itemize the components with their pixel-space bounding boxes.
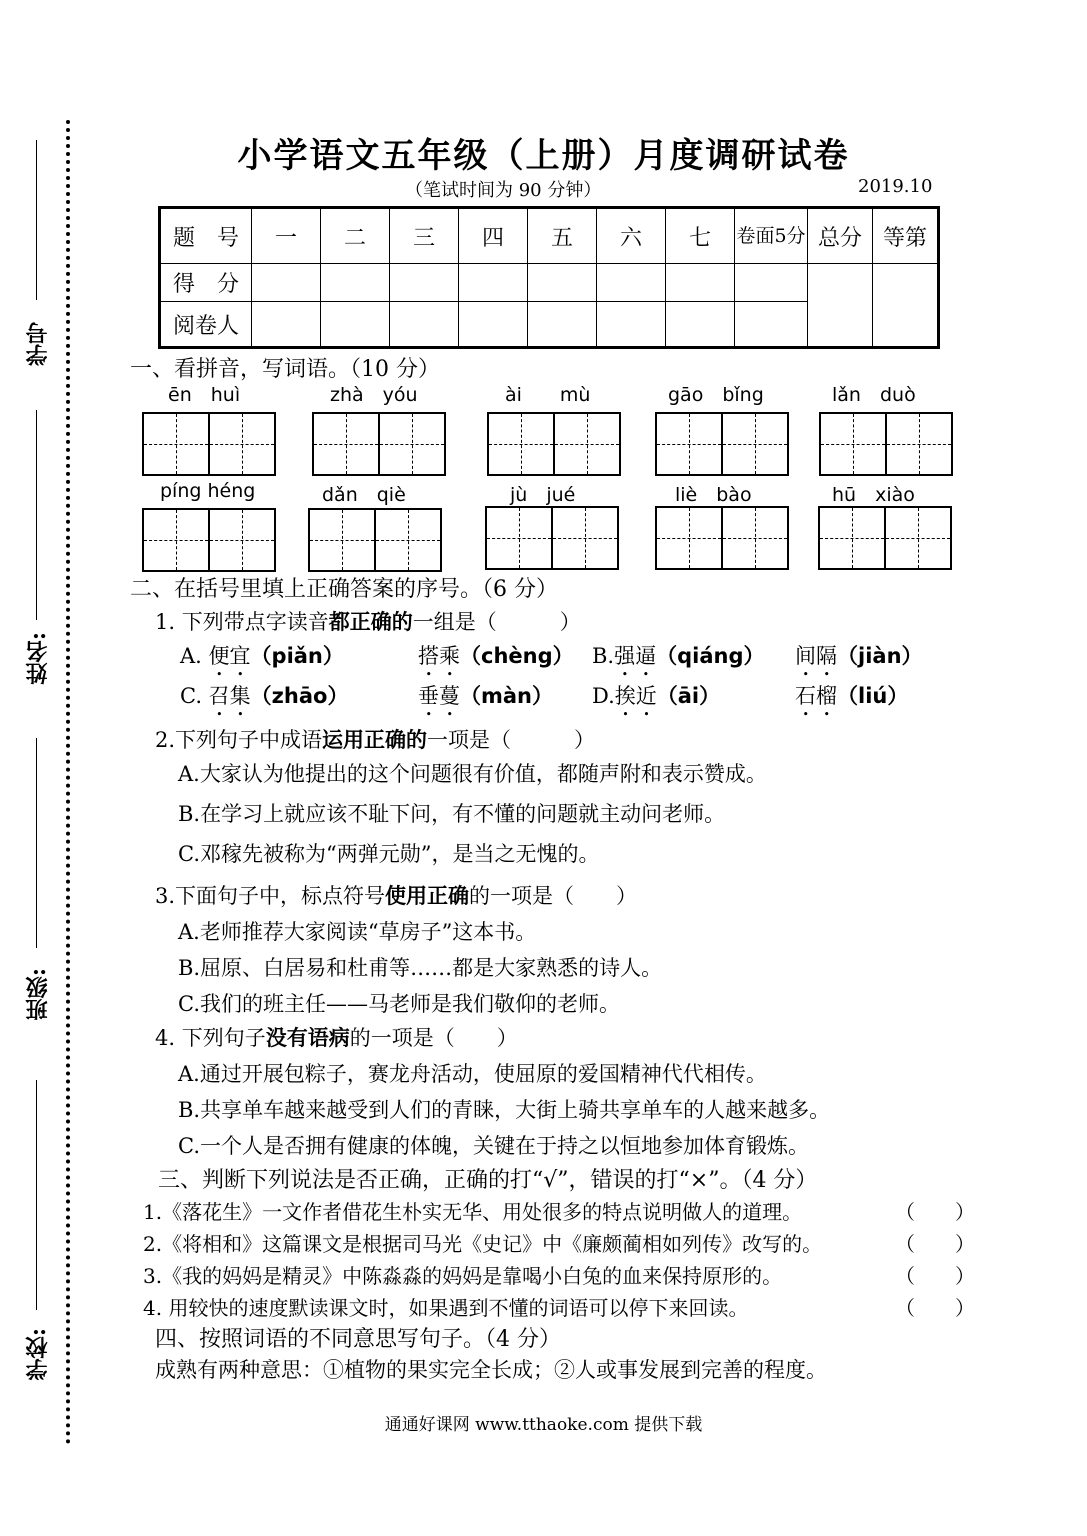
score-cell[interactable] — [597, 264, 666, 302]
score-header-cell: 二 — [321, 208, 390, 264]
grade-cell[interactable] — [873, 264, 939, 348]
writing-grid[interactable] — [142, 412, 276, 476]
score-header-cell: 六 — [597, 208, 666, 264]
score-cell[interactable] — [321, 264, 390, 302]
pinyin-label: gāo bǐng — [668, 384, 764, 406]
student-id-label: 学号 — [25, 322, 51, 366]
class-line — [36, 738, 37, 948]
score-header-cell: 七 — [666, 208, 735, 264]
section4-prompt: 成熟有两种意思：①植物的果实完全长成；②人或事发展到完善的程度。 — [155, 1358, 827, 1382]
score-cell[interactable] — [390, 264, 459, 302]
q3-stem: 3.下面句子中，标点符号使用正确的一项是（ ） — [155, 883, 638, 908]
score-row-label: 得 分 — [160, 264, 252, 302]
q1-option-a: A. 便宜（piǎn） — [180, 644, 344, 668]
grader-cell[interactable] — [597, 302, 666, 348]
q2-option-c: C.邓稼先被称为“两弹元勋”，是当之无愧的。 — [178, 842, 600, 866]
q4-option-c: C.一个人是否拥有健康的体魄，关键在于持之以恒地参加体育锻炼。 — [178, 1134, 809, 1158]
binding-dotted-line — [66, 120, 70, 1445]
score-cell[interactable] — [528, 264, 597, 302]
score-header-cell: 等第 — [873, 208, 939, 264]
pinyin-label: lǎn duò — [832, 384, 916, 406]
writing-grid[interactable] — [655, 506, 789, 570]
judge-bracket[interactable]: （ ） — [895, 1296, 975, 1320]
class-label: 班级: — [25, 968, 51, 1021]
grader-cell[interactable] — [390, 302, 459, 348]
q2-option-a: A.大家认为他提出的这个问题很有价值，都随声附和表示赞成。 — [178, 762, 767, 786]
score-cell[interactable] — [735, 264, 808, 302]
q3-option-a: A.老师推荐大家阅读“草房子”这本书。 — [178, 920, 537, 944]
section4-heading: 四、按照词语的不同意思写句子。（4 分） — [155, 1327, 561, 1352]
score-header-cell: 三 — [390, 208, 459, 264]
writing-grid[interactable] — [818, 506, 952, 570]
writing-grid[interactable] — [487, 412, 621, 476]
q3-option-b: B.屈原、白居易和杜甫等……都是大家熟悉的诗人。 — [178, 956, 663, 980]
grader-cell[interactable] — [528, 302, 597, 348]
judge-item: 3.《我的妈妈是精灵》中陈淼淼的妈妈是靠喝小白兔的血来保持原形的。 — [143, 1264, 783, 1288]
pinyin-label: píng héng — [160, 480, 256, 502]
q1-option-d2: 石榴（liú） — [795, 684, 909, 708]
q1-option-d: D.挨近（āi） — [592, 684, 721, 708]
q2-option-b: B.在学习上就应该不耻下问，有不懂的问题就主动问老师。 — [178, 802, 726, 826]
school-label: 学校: — [25, 1328, 51, 1381]
writing-grid[interactable] — [308, 508, 442, 572]
q1-option-a2: 搭乘（chèng） — [418, 644, 574, 668]
writing-grid[interactable] — [312, 412, 446, 476]
total-score-cell[interactable] — [808, 264, 873, 348]
judge-bracket[interactable]: （ ） — [895, 1232, 975, 1256]
grader-cell[interactable] — [252, 302, 321, 348]
exam-date: 2019.10 — [858, 176, 933, 197]
grader-cell[interactable] — [666, 302, 735, 348]
score-header-cell: 题 号 — [160, 208, 252, 264]
q4-option-a: A.通过开展包粽子，赛龙舟活动，使屈原的爱国精神代代相传。 — [178, 1062, 767, 1086]
score-header-cell: 四 — [459, 208, 528, 264]
section1-heading: 一、看拼音，写词语。（10 分） — [130, 357, 440, 382]
q4-stem: 4. 下列句子没有语病的一项是（ ） — [155, 1025, 518, 1050]
name-label: 姓名: — [25, 632, 51, 685]
grader-cell[interactable] — [735, 302, 808, 348]
q1-option-b: B.强逼（qiáng） — [592, 644, 765, 668]
judge-item: 4. 用较快的速度默读课文时，如果遇到不懂的词语可以停下来回读。 — [143, 1296, 749, 1320]
section3-heading: 三、判断下列说法是否正确，正确的打“√”，错误的打“×”。（4 分） — [158, 1168, 818, 1193]
score-cell[interactable] — [252, 264, 321, 302]
grader-cell[interactable] — [459, 302, 528, 348]
pinyin-label: dǎn qiè — [322, 484, 406, 506]
judge-item: 1.《落花生》一文作者借花生朴实无华、用处很多的特点说明做人的道理。 — [143, 1200, 803, 1224]
score-header-cell: 卷面5分 — [735, 208, 808, 264]
judge-bracket[interactable]: （ ） — [895, 1200, 975, 1224]
score-header-cell: 一 — [252, 208, 321, 264]
writing-grid[interactable] — [142, 508, 276, 572]
q1-stem: 1. 下列带点字读音都正确的一组是（ ） — [155, 609, 581, 634]
pinyin-label: ēn huì — [168, 384, 241, 406]
name-line — [36, 410, 37, 620]
pinyin-label: zhà yóu — [330, 384, 418, 406]
page-title: 小学语文五年级（上册）月度调研试卷 — [237, 136, 850, 176]
judge-bracket[interactable]: （ ） — [895, 1264, 975, 1288]
writing-grid[interactable] — [485, 506, 619, 570]
writing-grid[interactable] — [819, 412, 953, 476]
writing-grid[interactable] — [655, 412, 789, 476]
score-header-cell: 总分 — [808, 208, 873, 264]
section2-heading: 二、在括号里填上正确答案的序号。（6 分） — [130, 577, 558, 602]
pinyin-label: liè bào — [675, 484, 752, 506]
q2-stem: 2.下列句子中成语运用正确的一项是（ ） — [155, 727, 596, 752]
score-header-cell: 五 — [528, 208, 597, 264]
q1-option-b2: 间隔（jiàn） — [795, 644, 923, 668]
exam-duration: （笔试时间为 90 分钟） — [405, 180, 602, 201]
score-table — [158, 206, 940, 349]
q1-option-c2: 垂蔓（màn） — [418, 684, 554, 708]
school-line — [36, 1080, 37, 1310]
pinyin-label: ài mù — [505, 384, 591, 406]
pinyin-label: jù jué — [510, 484, 576, 506]
pinyin-label: hū xiào — [832, 484, 915, 506]
score-cell[interactable] — [459, 264, 528, 302]
judge-item: 2.《将相和》这篇课文是根据司马光《史记》中《廉颇蔺相如列传》改写的。 — [143, 1232, 823, 1256]
footer-credit: 通通好课网 www.tthaoke.com 提供下载 — [384, 1415, 703, 1435]
grader-cell[interactable] — [321, 302, 390, 348]
q1-option-c: C. 召集（zhāo） — [180, 684, 349, 708]
q3-option-c: C.我们的班主任——马老师是我们敬仰的老师。 — [178, 992, 620, 1016]
score-cell[interactable] — [666, 264, 735, 302]
q4-option-b: B.共享单车越来越受到人们的青睐，大街上骑共享单车的人越来越多。 — [178, 1098, 831, 1122]
grader-row-label: 阅卷人 — [160, 302, 252, 348]
